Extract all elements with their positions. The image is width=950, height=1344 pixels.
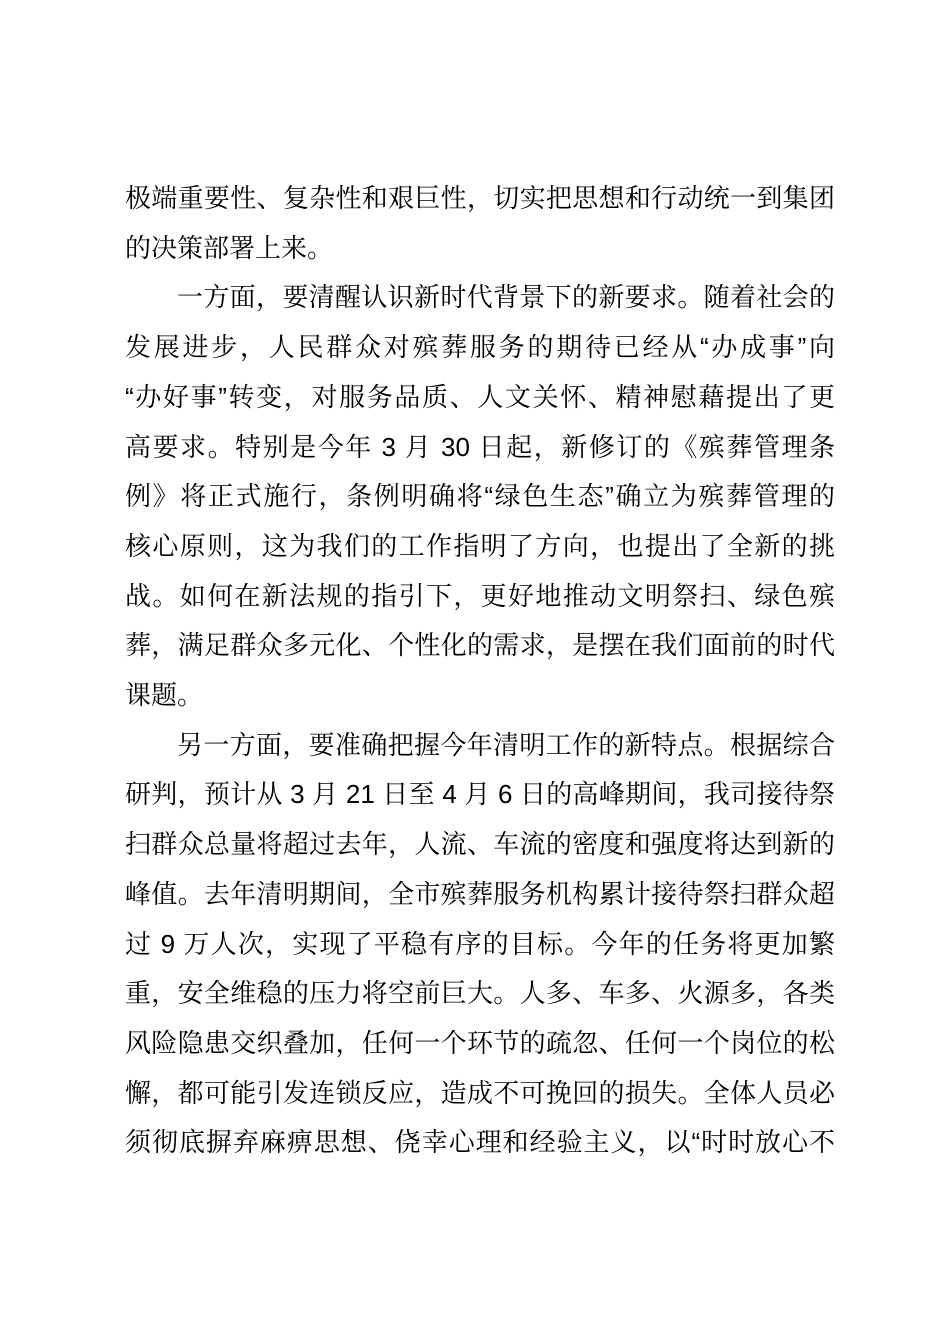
text-line: 战。如何在新法规的指引下，更好地推动文明祭扫、绿色殡 — [125, 580, 835, 611]
text-line: 另一方面，要准确把握今年清明工作的新特点。根据综合 — [177, 729, 835, 760]
text-line: 扫群众总量将超过去年，人流、车流的密度和强度将达到新的 — [125, 829, 835, 860]
paragraph — [125, 174, 835, 273]
text-line: 极端重要性、复杂性和艰巨性，切实把思想和行动统一到集团 — [125, 183, 835, 213]
text-line: 风险隐患交织叠加，任何一个环节的疏忽、任何一个岗位的松 — [125, 1027, 835, 1058]
text-line: 的决策部署上来。 — [125, 232, 334, 263]
text-line: 重，安全维稳的压力将空前巨大。人多、车多、火源多，各类 — [125, 978, 835, 1009]
text-line: 课题。 — [125, 680, 204, 711]
text-line: 高要求。特别是今年 3 月 30 日起，新修订的《殡葬管理条 — [125, 431, 835, 462]
text-line: 发展进步，人民群众对殡葬服务的期待已经从“办成事”向 — [125, 332, 835, 363]
text-line: 核心原则，这为我们的工作指明了方向，也提出了全新的挑 — [125, 530, 835, 561]
paragraph — [125, 721, 835, 1168]
text-line: 一方面，要清醒认识新时代背景下的新要求。随着社会的 — [177, 282, 835, 313]
text-line: 例》将正式施行，条例明确将“绿色生态”确立为殡葬管理的 — [125, 481, 835, 512]
text-line: 葬，满足群众多元化、个性化的需求，是摆在我们面前的时代 — [125, 630, 835, 661]
document-body — [125, 174, 835, 1168]
text-line: 研判，预计从 3 月 21 日至 4 月 6 日的高峰期间，我司接待祭 — [125, 779, 835, 810]
text-line: 须彻底摒弃麻痹思想、侥幸心理和经验主义，以“时时放心不 — [125, 1127, 835, 1158]
text-line: 峰值。去年清明期间，全市殡葬服务机构累计接待祭扫群众超 — [125, 878, 835, 909]
text-line: “办好事”转变，对服务品质、人文关怀、精神慰藉提出了更 — [125, 381, 835, 412]
paragraph — [125, 273, 835, 720]
text-line: 过 9 万人次，实现了平稳有序的目标。今年的任务将更加繁 — [125, 928, 835, 959]
text-line: 懈，都可能引发连锁反应，造成不可挽回的损失。全体人员必 — [125, 1077, 835, 1108]
